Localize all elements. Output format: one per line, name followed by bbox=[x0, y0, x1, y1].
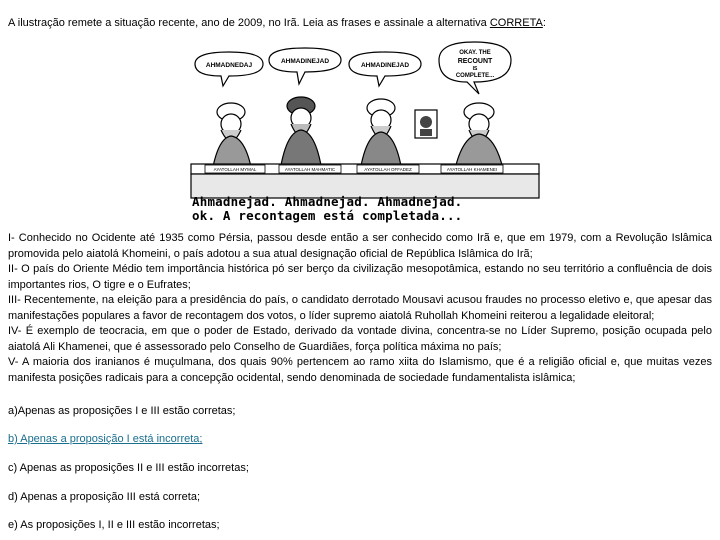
svg-text:OKAY. THE: OKAY. THE bbox=[459, 50, 491, 56]
intro-text: A ilustração remete a situação recente, ano de 2009, no Irã. Leia as frases e assinale a alternativa bbox=[8, 17, 490, 29]
caption-line-2: ok. A recontagem está completada... bbox=[192, 208, 463, 223]
question-intro bbox=[8, 15, 713, 31]
speech-label-1: AHMADNEDAJ bbox=[205, 62, 253, 69]
statement-2: II- O país do Oriente Médio tem importância histórica pó ser berço da civilização mesopotâmica, estando no seu território a confluência de dois importantes rios, O tigre e o Eufrates; bbox=[8, 263, 712, 291]
svg-text:COMPLETE...: COMPLETE... bbox=[455, 73, 495, 79]
svg-text:RECOUNT: RECOUNT bbox=[457, 58, 493, 65]
option-b[interactable]: b) Apenas a proposição I está incorreta; bbox=[8, 433, 203, 445]
svg-text:AYATOLLAH MYMAL: AYATOLLAH MYMAL bbox=[213, 167, 257, 172]
option-e[interactable]: e) As proposições I, II e III estão incorretas; bbox=[8, 519, 220, 531]
svg-text:AYATOLLAH KHAMENEI: AYATOLLAH KHAMENEI bbox=[446, 167, 498, 172]
svg-text:AYATOLLAH MAHMATIC: AYATOLLAH MAHMATIC bbox=[284, 167, 336, 172]
statement-5: V- A maioria dos iranianos é muçulmana, dos quais 90% pertencem ao ramo xiita do Islamismo, que é a religião oficial e, que muitas vezes manifesta posições radicais para a concepção ocidental, sendo denominada de sociedade fundamentalista islâmica; bbox=[8, 356, 712, 384]
intro-keyword: CORRETA bbox=[489, 17, 543, 29]
option-d[interactable]: d) Apenas a proposição III está correta; bbox=[8, 491, 201, 503]
statement-3: III- Recentemente, na eleição para a presidência do país, o candidato derrotado Mousavi acusou fraudes no processo eletivo e, que apesar das manifestações populares a favor de recontagem dos votos, o líder supremo aiatolá Ruhollah Khomeini reiterou a legalidade eleitoral; bbox=[8, 294, 712, 322]
name-plate-4 bbox=[441, 165, 503, 173]
speech-label-3: AHMADINEJAD bbox=[360, 62, 410, 69]
portrait-frame bbox=[415, 110, 437, 138]
name-plate-2 bbox=[279, 165, 341, 173]
statement-1: I- Conhecido no Ocidente até 1935 como Pérsia, passou desde então a ser conhecido como Irã e, que em 1979, com a Revolução Islâmica promovida pelo aiatolá Khomeini, o país adotou a sua atual designação oficial de República Islâmica do Irã; bbox=[8, 232, 712, 260]
option-c[interactable]: c) Apenas as proposições II e III estão incorretas; bbox=[8, 462, 249, 474]
svg-text:AYATOLLAH OFFADEZ: AYATOLLAH OFFADEZ bbox=[364, 167, 412, 172]
speech-label-2: AHMADINEJAD bbox=[280, 58, 330, 65]
option-a[interactable]: a)Apenas as proposições I e III estão corretas; bbox=[8, 405, 236, 417]
statement-4: IV- É exemplo de teocracia, em que o poder de Estado, derivado da vontade divina, concentra-se no Líder Supremo, posição ocupada pelo aiatolá Ali Khamenei, que é assessorado pelo Conselho de Guardiães, força política máxima no país; bbox=[8, 325, 712, 353]
cartoon-caption bbox=[192, 195, 542, 223]
name-plate-3 bbox=[357, 165, 419, 173]
svg-text:IS: IS bbox=[472, 66, 478, 72]
name-plate-1 bbox=[205, 165, 265, 173]
statements-list bbox=[8, 231, 712, 386]
intro-suffix: : bbox=[542, 17, 546, 29]
caption-line-1: Ahmadnejad. Ahmadnejad. Ahmadnejad. bbox=[192, 194, 463, 209]
